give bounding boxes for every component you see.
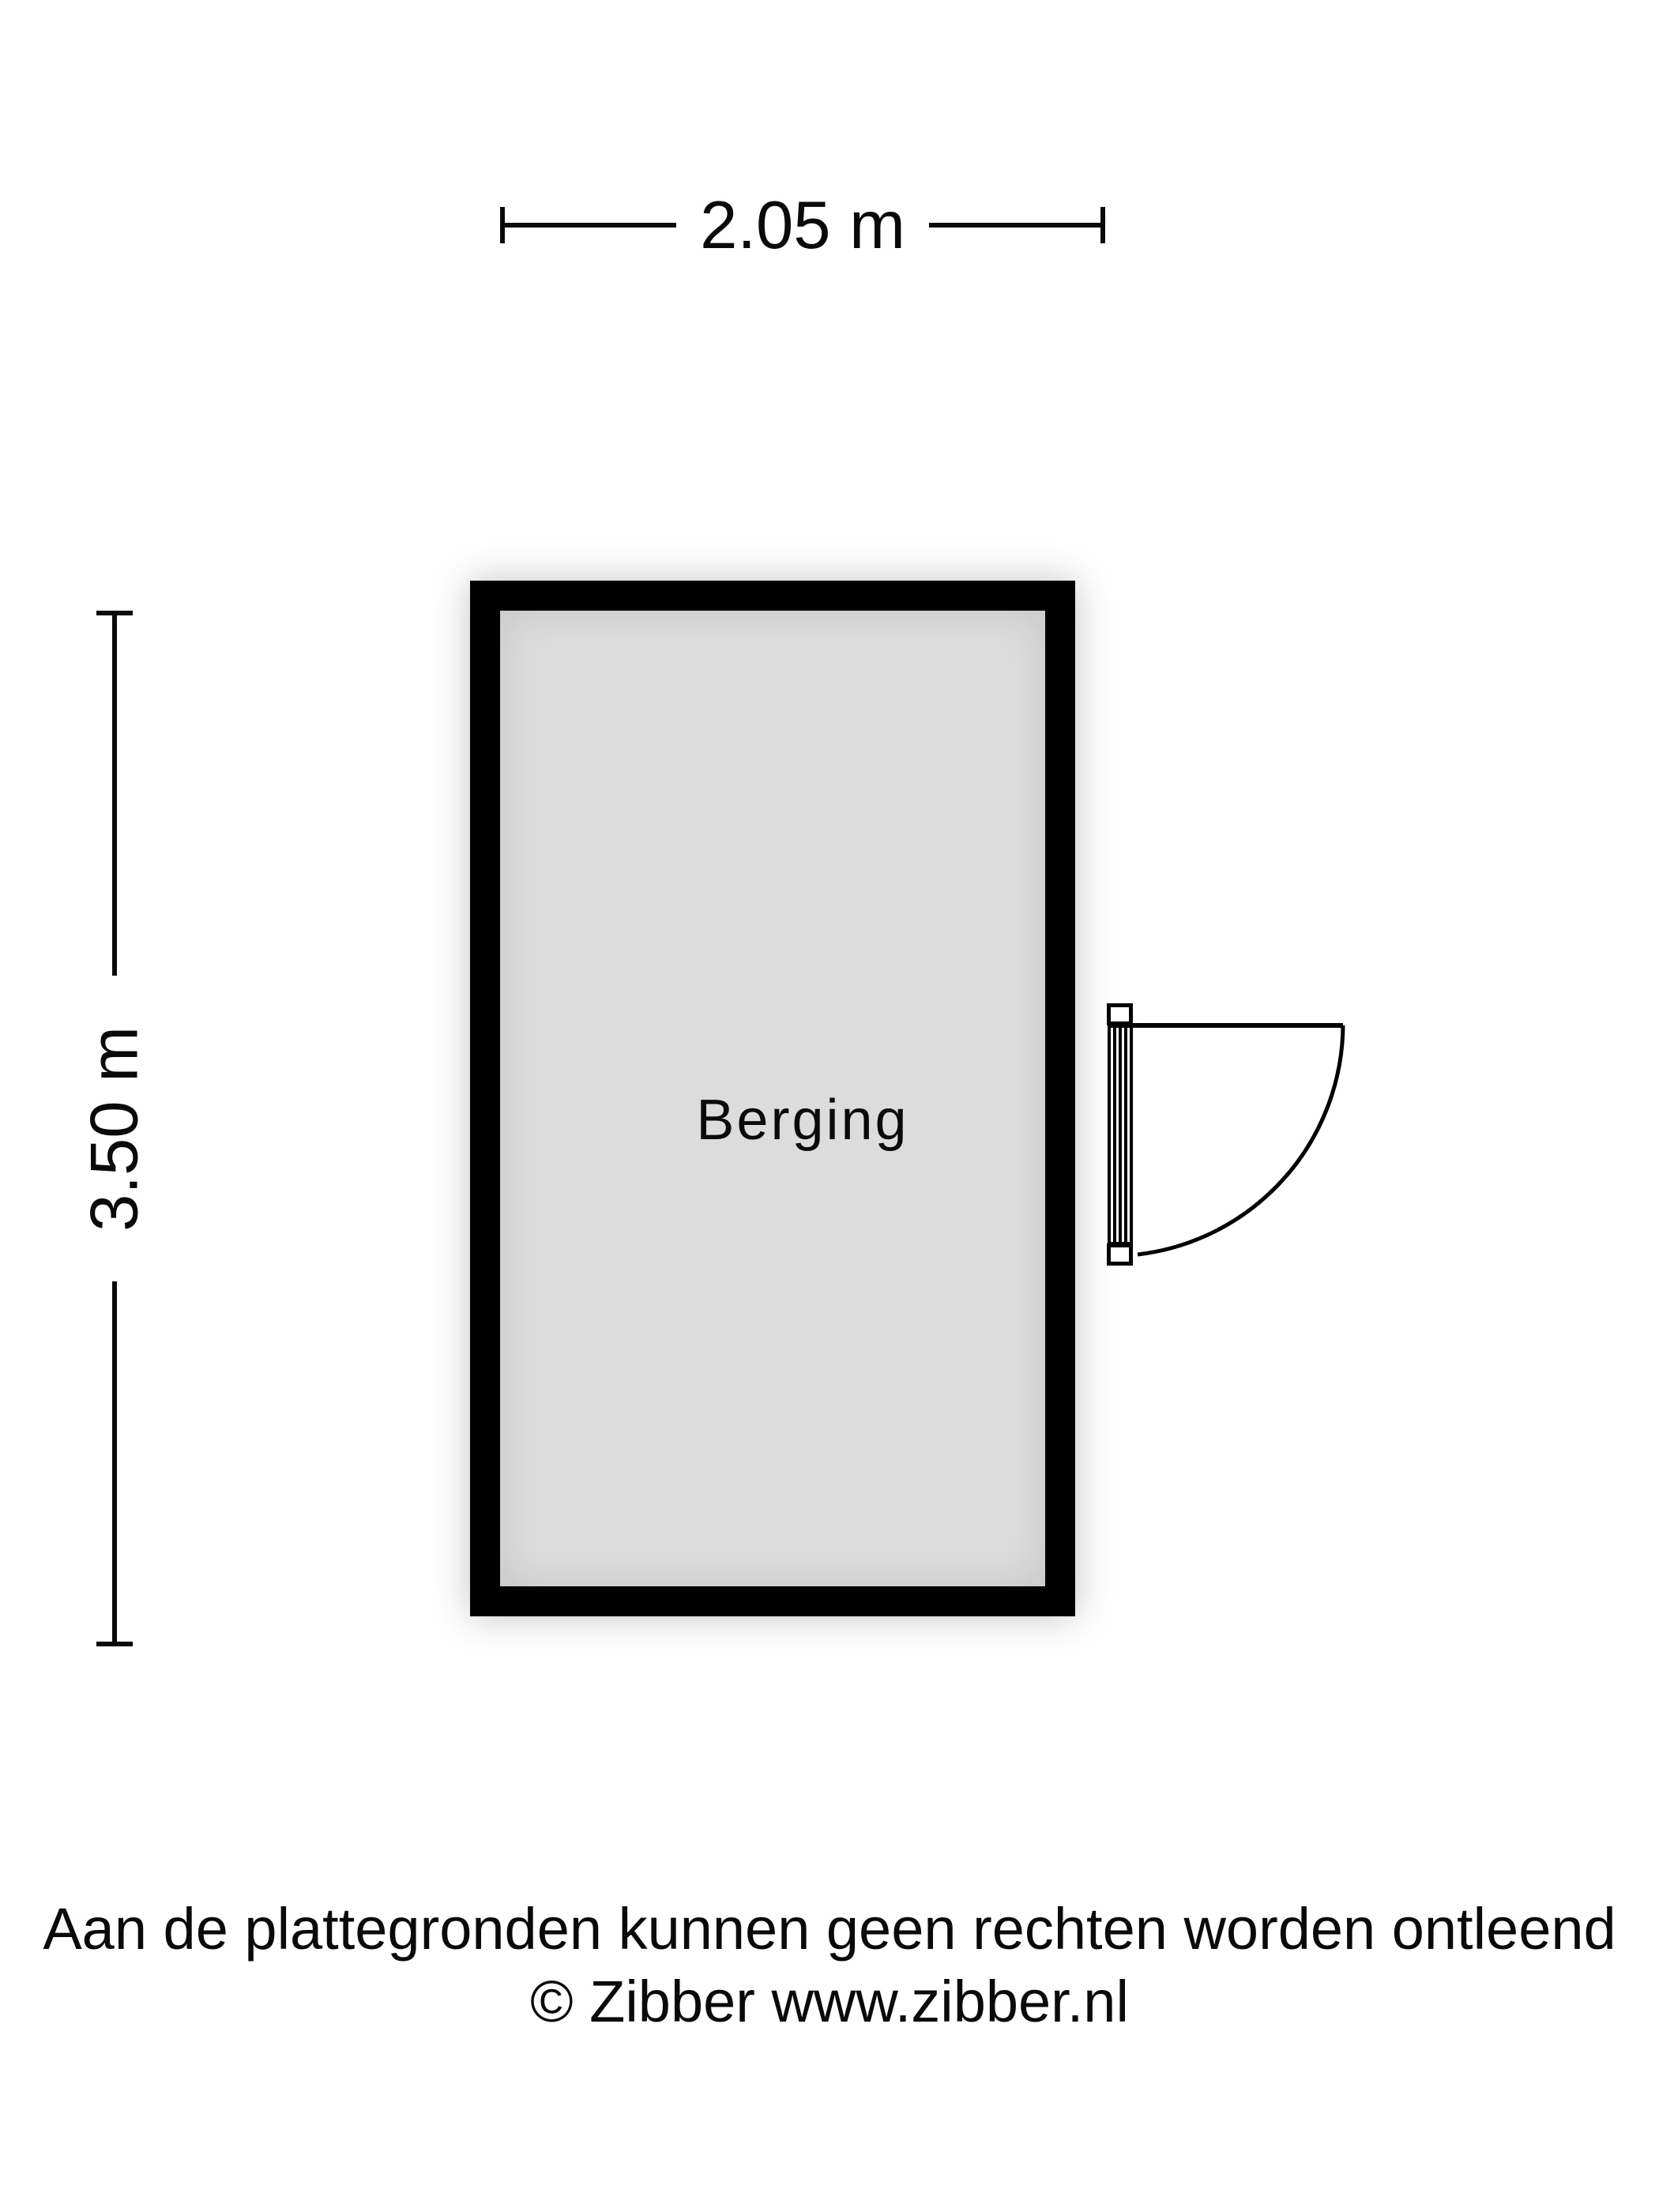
width-dimension — [500, 186, 1105, 265]
width-dimension-label: 2.05 m — [700, 187, 905, 263]
door-panel-line — [1113, 1027, 1116, 1242]
height-dimension — [77, 611, 152, 1646]
dimension-tick-right — [1100, 207, 1105, 243]
dimension-line-segment — [505, 223, 676, 228]
door-slab — [1108, 1024, 1133, 1245]
disclaimer-text: Aan de plattegronden kunnen geen rechten worden ontleend — [43, 1896, 1616, 1962]
door-panel-line — [1124, 1027, 1127, 1242]
door-panel-line — [1119, 1027, 1122, 1242]
dimension-line-segment — [112, 611, 117, 976]
footer — [0, 1893, 1659, 2038]
dimension-line-segment — [112, 1281, 117, 1646]
height-dimension-label: 3.50 m — [77, 1025, 152, 1232]
dimension-tick-bottom — [96, 1642, 133, 1646]
door-jamb-top — [1107, 1003, 1133, 1025]
copyright-text: © Zibber www.zibber.nl — [530, 1969, 1129, 2034]
door-swing-arc — [1138, 1025, 1343, 1255]
dimension-line-segment — [929, 223, 1100, 228]
room-label: Berging — [696, 1089, 909, 1152]
door-jamb-bottom — [1107, 1243, 1133, 1266]
